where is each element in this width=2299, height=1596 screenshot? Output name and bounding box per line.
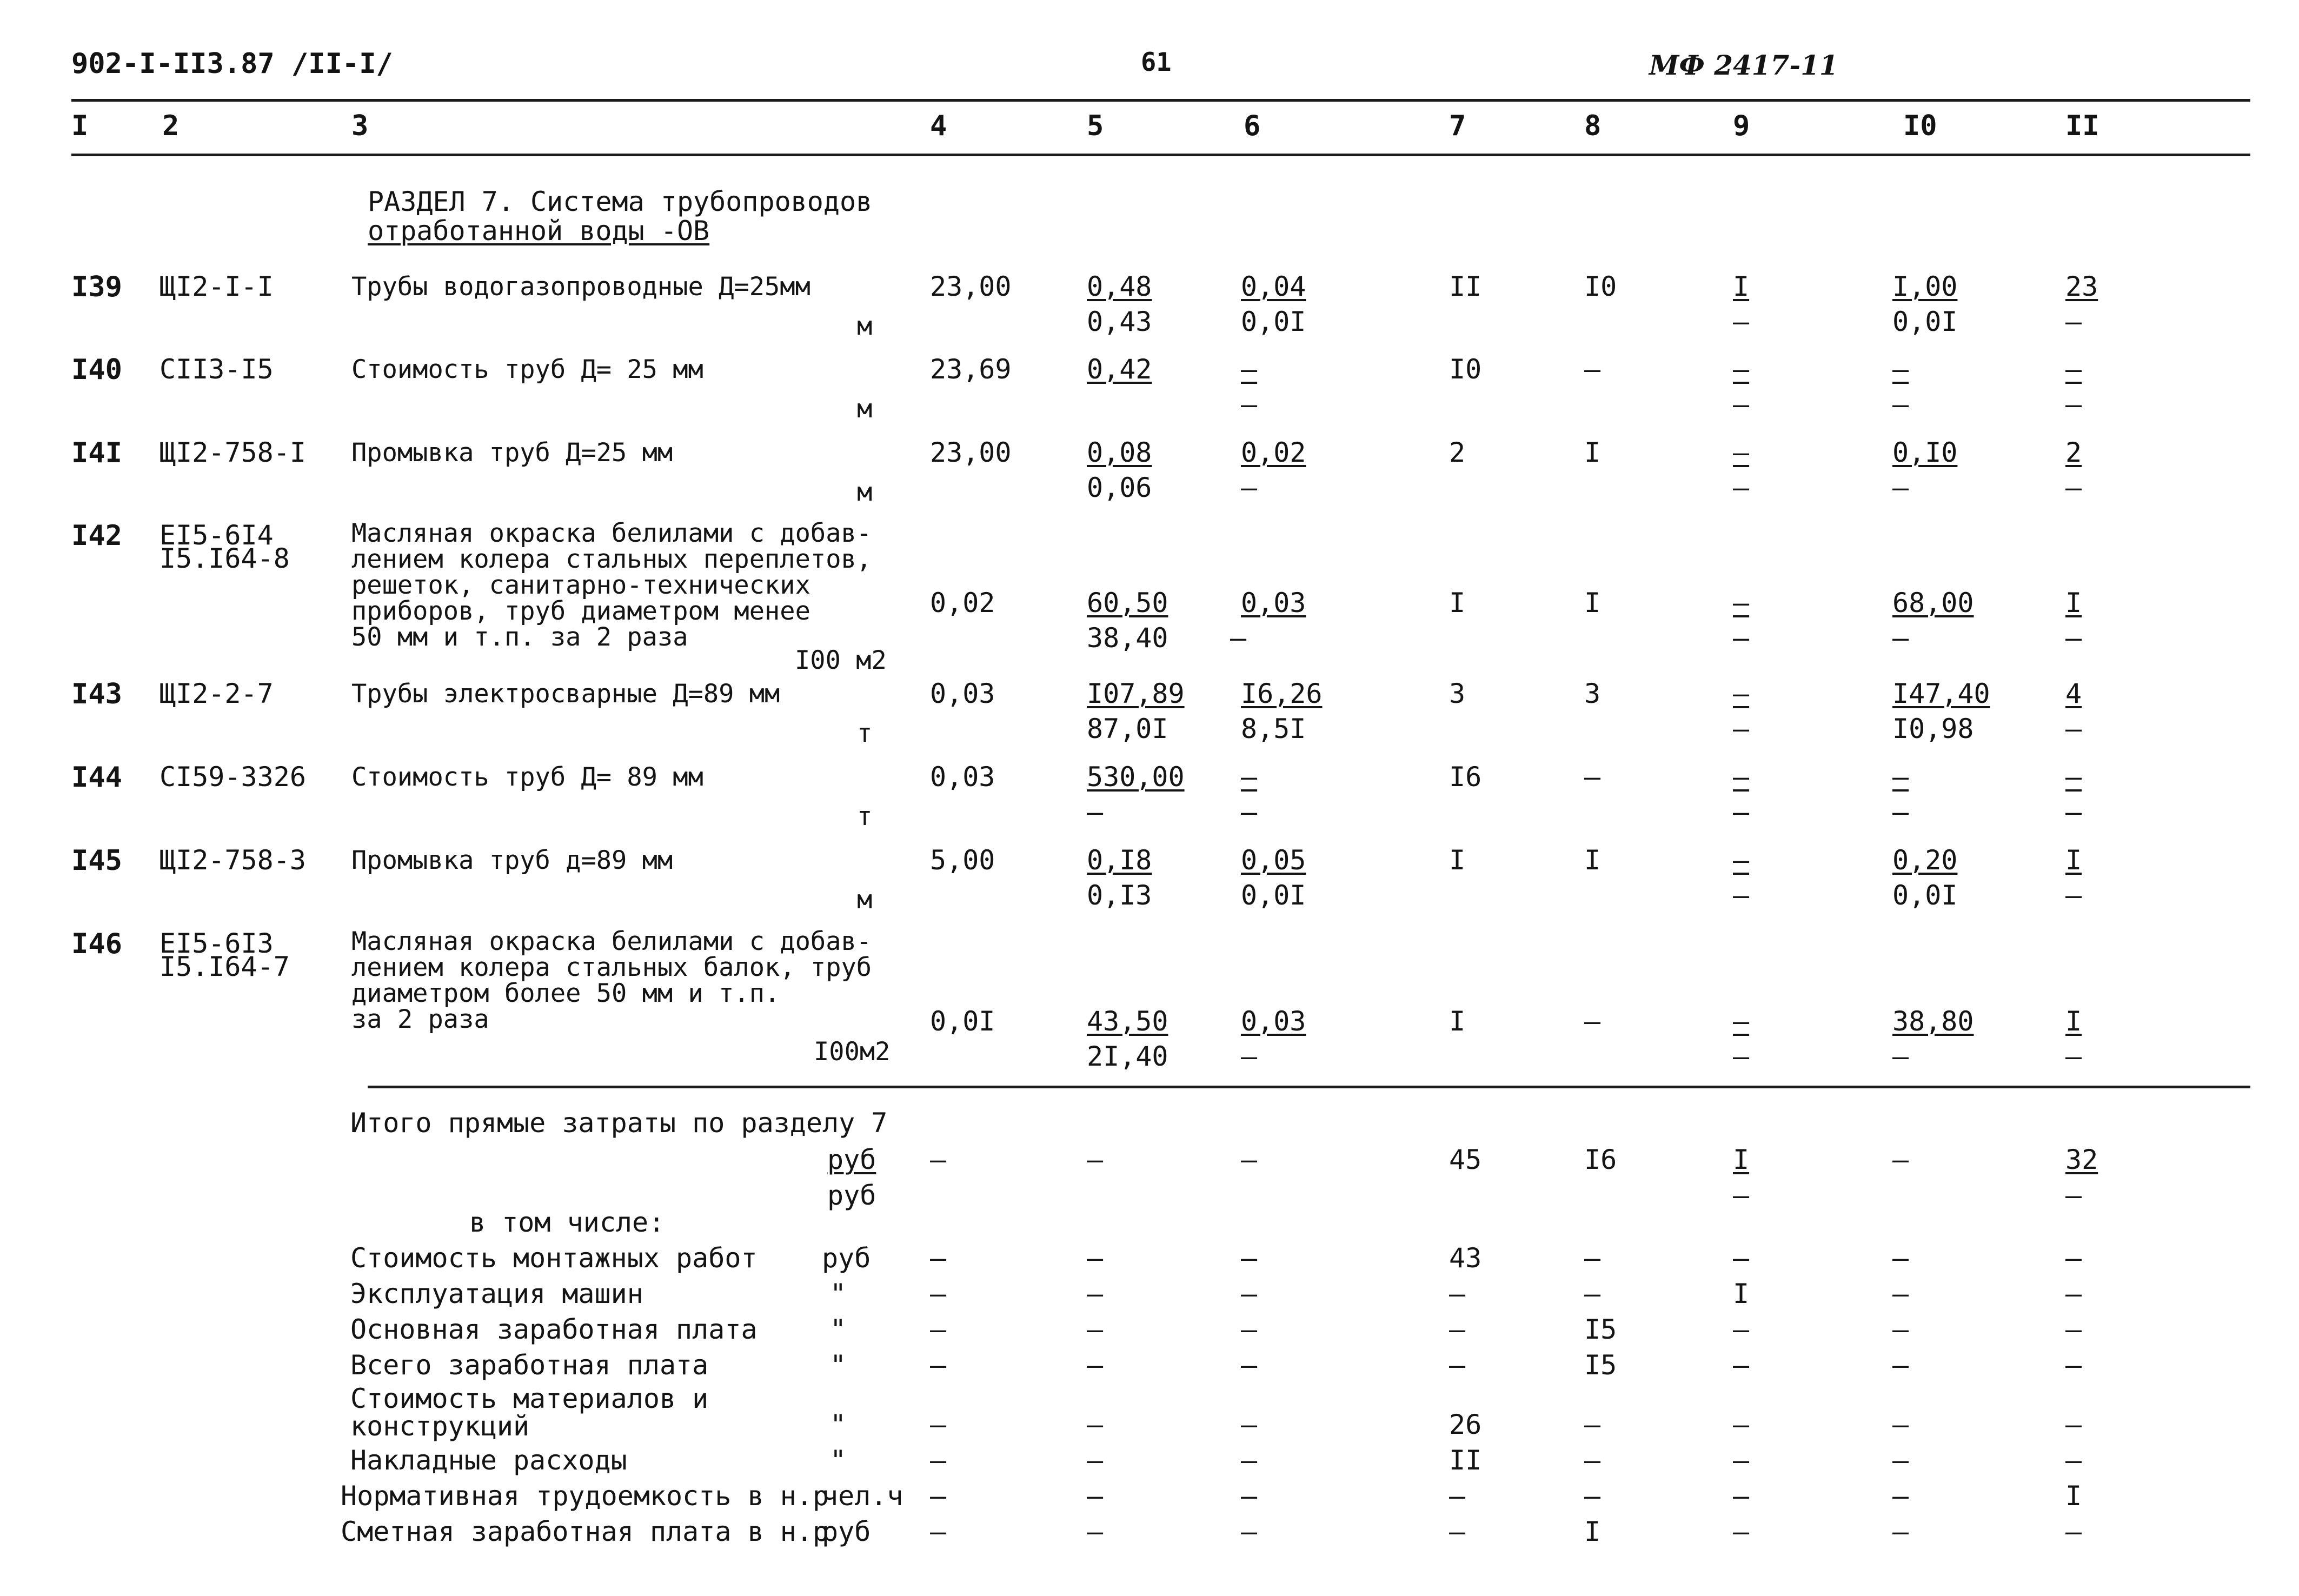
labour-norm: 0,I0 bbox=[1892, 437, 1958, 468]
machine-wage: – bbox=[1241, 1041, 1258, 1072]
unit-cost-total: 0,42 bbox=[1087, 354, 1152, 385]
totals-unit: руб bbox=[827, 1144, 876, 1175]
machine-total-wage: – bbox=[1733, 306, 1750, 337]
breakdown-c4: – bbox=[930, 1445, 947, 1476]
labour-total: – bbox=[2065, 761, 2082, 793]
row-number: I45 bbox=[71, 844, 122, 877]
col-header-10: I0 bbox=[1903, 110, 1937, 142]
labour-norm-machine: – bbox=[1892, 796, 1909, 828]
unit-cost-total: 0,I8 bbox=[1087, 844, 1152, 876]
labour-total-machine: – bbox=[2065, 306, 2082, 337]
unit: м bbox=[857, 311, 873, 341]
breakdown-c11: – bbox=[2065, 1409, 2082, 1440]
machine-cost: – bbox=[1241, 354, 1258, 385]
breakdown-c4: – bbox=[930, 1480, 947, 1512]
breakdown-c9: – bbox=[1733, 1445, 1750, 1476]
work-description: Стоимость труб Д= 25 мм bbox=[351, 355, 703, 384]
total-cost: I bbox=[1449, 1006, 1466, 1037]
breakdown-c9: – bbox=[1733, 1349, 1750, 1381]
machine-wage: – bbox=[1241, 796, 1258, 828]
breakdown-c4: – bbox=[930, 1516, 947, 1547]
breakdown-c11: – bbox=[2065, 1314, 2082, 1345]
unit-cost-total: 0,08 bbox=[1087, 437, 1152, 468]
breakdown-c7: – bbox=[1449, 1278, 1466, 1309]
row-number: I40 bbox=[71, 354, 122, 386]
unit: т bbox=[857, 719, 873, 748]
labour-norm-machine: 0,0I bbox=[1892, 306, 1958, 337]
machine-wage: 8,5I bbox=[1241, 713, 1306, 744]
work-description: Трубы водогазопроводные Д=25мм bbox=[351, 272, 810, 302]
breakdown-c8: – bbox=[1584, 1480, 1601, 1512]
row-number: I42 bbox=[71, 520, 122, 552]
wage-total: – bbox=[1584, 1006, 1601, 1037]
machine-total-wage: – bbox=[1733, 389, 1750, 420]
machine-cost: 0,02 bbox=[1241, 437, 1306, 468]
breakdown-c5: – bbox=[1087, 1242, 1104, 1274]
machine-cost: – bbox=[1241, 761, 1258, 793]
breakdown-c7: 43 bbox=[1449, 1242, 1482, 1274]
totals-unit-secondary: руб bbox=[827, 1180, 876, 1211]
breakdown-c10: – bbox=[1892, 1409, 1909, 1440]
breakdown-c6: – bbox=[1241, 1480, 1258, 1512]
norm-code: ЩI2-758-I bbox=[160, 437, 306, 468]
unit: т bbox=[857, 802, 873, 832]
work-description: Стоимость труб Д= 89 мм bbox=[351, 762, 703, 792]
breakdown-c7: – bbox=[1449, 1480, 1466, 1512]
breakdown-c11: – bbox=[2065, 1349, 2082, 1381]
header-top-rule bbox=[71, 99, 2250, 102]
breakdown-unit: руб bbox=[822, 1242, 871, 1274]
wage-total: I bbox=[1584, 587, 1601, 619]
totals-c7: 45 bbox=[1449, 1144, 1482, 1175]
breakdown-c9: – bbox=[1733, 1480, 1750, 1512]
machine-total: – bbox=[1733, 761, 1750, 793]
total-cost: I6 bbox=[1449, 761, 1482, 793]
breakdown-label: Основная заработная плата bbox=[350, 1314, 758, 1345]
total-cost: I0 bbox=[1449, 354, 1482, 385]
labour-total-machine: – bbox=[2065, 796, 2082, 828]
row-number: I46 bbox=[71, 928, 122, 960]
quantity: 5,00 bbox=[930, 844, 995, 876]
breakdown-c5: – bbox=[1087, 1314, 1104, 1345]
breakdown-unit: " bbox=[830, 1349, 847, 1381]
unit-cost-wage: 0,06 bbox=[1087, 472, 1152, 503]
labour-total: I bbox=[2065, 844, 2082, 876]
totals-c11-secondary: – bbox=[2065, 1180, 2082, 1211]
work-description: Трубы электросварные Д=89 мм bbox=[351, 679, 780, 709]
unit-cost-wage: 87,0I bbox=[1087, 713, 1168, 744]
quantity: 0,03 bbox=[930, 761, 995, 793]
labour-norm-machine: 0,0I bbox=[1892, 880, 1958, 911]
document-code: 902-I-II3.87 /II-I/ bbox=[71, 48, 393, 80]
labour-norm: I,00 bbox=[1892, 271, 1958, 302]
labour-total: – bbox=[2065, 354, 2082, 385]
breakdown-c5: – bbox=[1087, 1480, 1104, 1512]
totals-c9-secondary: – bbox=[1733, 1180, 1750, 1211]
breakdown-c7: – bbox=[1449, 1314, 1466, 1345]
breakdown-label: Эксплуатация машин bbox=[350, 1278, 643, 1309]
labour-total-machine: – bbox=[2065, 1041, 2082, 1072]
col-header-9: 9 bbox=[1733, 110, 1750, 142]
norm-code: EI5-6I4 bbox=[160, 520, 274, 551]
breakdown-label: Стоимость монтажных работ bbox=[350, 1242, 758, 1274]
breakdown-c10: – bbox=[1892, 1349, 1909, 1381]
labour-total-machine: – bbox=[2065, 880, 2082, 911]
breakdown-c4: – bbox=[930, 1242, 947, 1274]
machine-wage: 0,0I bbox=[1241, 306, 1306, 337]
col-header-3: 3 bbox=[351, 110, 369, 142]
breakdown-unit: руб bbox=[822, 1516, 871, 1547]
machine-total-wage: – bbox=[1733, 880, 1750, 911]
labour-total: I bbox=[2065, 587, 2082, 619]
labour-total-machine: – bbox=[2065, 713, 2082, 744]
breakdown-c8: – bbox=[1584, 1278, 1601, 1309]
unit-cost-wage: 2I,40 bbox=[1087, 1041, 1168, 1072]
breakdown-c6: – bbox=[1241, 1409, 1258, 1440]
labour-norm: 68,00 bbox=[1892, 587, 1974, 619]
machine-wage: – bbox=[1241, 472, 1258, 503]
col-header-4: 4 bbox=[930, 110, 947, 142]
total-cost: II bbox=[1449, 271, 1482, 302]
col-header-2: 2 bbox=[162, 110, 180, 142]
breakdown-c9: – bbox=[1733, 1242, 1750, 1274]
handwritten-stamp: МФ 2417-11 bbox=[1649, 49, 1838, 81]
total-cost: 3 bbox=[1449, 678, 1466, 709]
breakdown-c6: – bbox=[1241, 1242, 1258, 1274]
unit-cost-wage: 0,I3 bbox=[1087, 880, 1152, 911]
unit-cost-total: 530,00 bbox=[1087, 761, 1185, 793]
machine-total: – bbox=[1733, 437, 1750, 468]
wage-total: 3 bbox=[1584, 678, 1601, 709]
wage-total: – bbox=[1584, 761, 1601, 793]
machine-total-wage: – bbox=[1733, 1041, 1750, 1072]
wage-total: I bbox=[1584, 437, 1601, 468]
machine-wage: – bbox=[1241, 389, 1258, 420]
breakdown-c11: I bbox=[2065, 1480, 2082, 1512]
quantity: 0,02 bbox=[930, 587, 995, 619]
breakdown-c7: – bbox=[1449, 1349, 1466, 1381]
header-bottom-rule bbox=[71, 154, 2250, 156]
machine-wage: 0,0I bbox=[1241, 880, 1306, 911]
labour-norm-machine: – bbox=[1892, 1041, 1909, 1072]
labour-norm: 38,80 bbox=[1892, 1006, 1974, 1037]
labour-total: 2 bbox=[2065, 437, 2082, 468]
breakdown-unit: " bbox=[830, 1445, 847, 1476]
breakdown-c4: – bbox=[930, 1409, 947, 1440]
total-cost: 2 bbox=[1449, 437, 1466, 468]
breakdown-c10: – bbox=[1892, 1480, 1909, 1512]
breakdown-c11: – bbox=[2065, 1445, 2082, 1476]
labour-norm: – bbox=[1892, 354, 1909, 385]
breakdown-c9: – bbox=[1733, 1516, 1750, 1547]
breakdown-c8: I5 bbox=[1584, 1314, 1617, 1345]
labour-total: 4 bbox=[2065, 678, 2082, 709]
breakdown-c8: I5 bbox=[1584, 1349, 1617, 1381]
col-header-7: 7 bbox=[1449, 110, 1466, 142]
breakdown-unit: " bbox=[830, 1409, 847, 1440]
breakdown-unit: " bbox=[830, 1314, 847, 1345]
unit: I00 м2 bbox=[795, 646, 887, 675]
unit-cost-total: 0,48 bbox=[1087, 271, 1152, 302]
quantity: 23,00 bbox=[930, 437, 1012, 468]
wage-total: I0 bbox=[1584, 271, 1617, 302]
total-cost: I bbox=[1449, 587, 1466, 619]
breakdown-c7: 26 bbox=[1449, 1409, 1482, 1440]
labour-norm-machine: – bbox=[1892, 389, 1909, 420]
machine-cost: 0,03 bbox=[1241, 1006, 1306, 1037]
machine-total: – bbox=[1733, 1006, 1750, 1037]
totals-c11: 32 bbox=[2065, 1144, 2098, 1175]
row-number: I39 bbox=[71, 271, 122, 303]
totals-label: Итого прямые затраты по разделу 7 bbox=[350, 1107, 888, 1139]
unit: м bbox=[857, 885, 873, 915]
breakdown-c10: – bbox=[1892, 1314, 1909, 1345]
machine-cost: 0,04 bbox=[1241, 271, 1306, 302]
unit-cost-total: 60,50 bbox=[1087, 587, 1168, 619]
labour-norm: 0,20 bbox=[1892, 844, 1958, 876]
labour-norm: I47,40 bbox=[1892, 678, 1990, 709]
col-header-6: 6 bbox=[1244, 110, 1261, 142]
including-label: в том числе: bbox=[469, 1207, 665, 1238]
norm-code: CII3-I5 bbox=[160, 354, 274, 385]
breakdown-c11: – bbox=[2065, 1242, 2082, 1274]
machine-total: I bbox=[1733, 271, 1750, 302]
breakdown-c6: – bbox=[1241, 1516, 1258, 1547]
norm-code: CI59-3326 bbox=[160, 761, 306, 793]
breakdown-c4: – bbox=[930, 1314, 947, 1345]
breakdown-c6: – bbox=[1241, 1445, 1258, 1476]
breakdown-c5: – bbox=[1087, 1349, 1104, 1381]
quantity: 0,0I bbox=[930, 1006, 995, 1037]
machine-total-wage: – bbox=[1733, 622, 1750, 654]
machine-cost: 0,03 bbox=[1241, 587, 1306, 619]
quantity: 0,03 bbox=[930, 678, 995, 709]
quantity: 23,00 bbox=[930, 271, 1012, 302]
breakdown-label: Сметная заработная плата в н.р bbox=[341, 1516, 829, 1547]
breakdown-c6: – bbox=[1241, 1278, 1258, 1309]
labour-norm: – bbox=[1892, 761, 1909, 793]
unit-cost-wage: 38,40 bbox=[1087, 622, 1168, 654]
machine-total: – bbox=[1733, 587, 1750, 619]
unit-cost-total: 43,50 bbox=[1087, 1006, 1168, 1037]
unit-cost-wage: 0,43 bbox=[1087, 306, 1152, 337]
breakdown-c6: – bbox=[1241, 1314, 1258, 1345]
breakdown-c5: – bbox=[1087, 1516, 1104, 1547]
breakdown-c7: II bbox=[1449, 1445, 1482, 1476]
norm-code: ЩI2-758-3 bbox=[160, 844, 306, 876]
labour-norm-machine: – bbox=[1892, 622, 1909, 654]
col-header-5: 5 bbox=[1087, 110, 1104, 142]
breakdown-unit: чел.ч bbox=[822, 1480, 903, 1512]
totals-c9: I bbox=[1733, 1144, 1750, 1175]
row-number: I43 bbox=[71, 678, 122, 710]
breakdown-c6: – bbox=[1241, 1349, 1258, 1381]
quantity: 23,69 bbox=[930, 354, 1012, 385]
machine-total-wage: – bbox=[1733, 796, 1750, 828]
breakdown-c9: I bbox=[1733, 1278, 1750, 1309]
norm-code: EI5-6I3 bbox=[160, 928, 274, 959]
labour-total-machine: – bbox=[2065, 622, 2082, 654]
norm-code: ЩI2-2-7 bbox=[160, 678, 274, 709]
breakdown-c10: – bbox=[1892, 1516, 1909, 1547]
totals-rule bbox=[368, 1086, 2250, 1088]
labour-total-machine: – bbox=[2065, 389, 2082, 420]
total-cost: I bbox=[1449, 844, 1466, 876]
machine-wage: – bbox=[1230, 622, 1247, 654]
norm-code-secondary: I5.I64-8 bbox=[160, 543, 290, 574]
work-description: Промывка труб Д=25 мм bbox=[351, 438, 673, 468]
section-title: РАЗДЕЛ 7. Система трубопроводов bbox=[368, 186, 873, 217]
col-header-1: I bbox=[71, 110, 89, 142]
machine-total: – bbox=[1733, 354, 1750, 385]
work-description: Масляная окраска белилами с добав- лением колера стальных балок, труб диаметром более 50 мм и т.п. за 2 раза bbox=[351, 927, 872, 1034]
machine-total-wage: – bbox=[1733, 472, 1750, 503]
unit-cost-wage: – bbox=[1087, 796, 1104, 828]
section-subtitle: отработанной воды -ОВ bbox=[368, 215, 710, 247]
breakdown-c10: – bbox=[1892, 1278, 1909, 1309]
breakdown-c4: – bbox=[930, 1278, 947, 1309]
labour-total: I bbox=[2065, 1006, 2082, 1037]
labour-total-machine: – bbox=[2065, 472, 2082, 503]
labour-norm-machine: I0,98 bbox=[1892, 713, 1974, 744]
breakdown-c5: – bbox=[1087, 1409, 1104, 1440]
labour-norm-machine: – bbox=[1892, 472, 1909, 503]
row-number: I4I bbox=[71, 437, 122, 469]
breakdown-c10: – bbox=[1892, 1242, 1909, 1274]
norm-code: ЩI2-I-I bbox=[160, 271, 274, 302]
machine-total: – bbox=[1733, 844, 1750, 876]
unit: м bbox=[857, 394, 873, 424]
labour-total: 23 bbox=[2065, 271, 2098, 302]
machine-cost: I6,26 bbox=[1241, 678, 1323, 709]
breakdown-c4: – bbox=[930, 1349, 947, 1381]
breakdown-c8: – bbox=[1584, 1445, 1601, 1476]
breakdown-label: Стоимость материалов и конструкций bbox=[350, 1383, 709, 1442]
col-header-11: II bbox=[2065, 110, 2099, 142]
unit: м bbox=[857, 477, 873, 507]
breakdown-c5: – bbox=[1087, 1445, 1104, 1476]
breakdown-label: Нормативная трудоемкость в н.р bbox=[341, 1480, 829, 1512]
breakdown-c11: – bbox=[2065, 1278, 2082, 1309]
col-header-8: 8 bbox=[1584, 110, 1602, 142]
page-number: 61 bbox=[1141, 48, 1172, 77]
row-number: I44 bbox=[71, 761, 122, 794]
machine-total-wage: – bbox=[1733, 713, 1750, 744]
breakdown-c8: – bbox=[1584, 1409, 1601, 1440]
machine-total: – bbox=[1733, 678, 1750, 709]
breakdown-c8: I bbox=[1584, 1516, 1601, 1547]
work-description: Промывка труб д=89 мм bbox=[351, 846, 673, 875]
breakdown-c9: – bbox=[1733, 1409, 1750, 1440]
breakdown-label: Накладные расходы bbox=[350, 1445, 627, 1476]
wage-total: – bbox=[1584, 354, 1601, 385]
unit-cost-total: I07,89 bbox=[1087, 678, 1185, 709]
unit: I00м2 bbox=[814, 1037, 891, 1067]
breakdown-label: Всего заработная плата bbox=[350, 1349, 709, 1381]
breakdown-c10: – bbox=[1892, 1445, 1909, 1476]
breakdown-c5: – bbox=[1087, 1278, 1104, 1309]
machine-cost: 0,05 bbox=[1241, 844, 1306, 876]
totals-c8: I6 bbox=[1584, 1144, 1617, 1175]
totals-c10: – bbox=[1892, 1144, 1909, 1175]
breakdown-c8: – bbox=[1584, 1242, 1601, 1274]
norm-code-secondary: I5.I64-7 bbox=[160, 951, 290, 982]
breakdown-c9: – bbox=[1733, 1314, 1750, 1345]
breakdown-unit: " bbox=[830, 1278, 847, 1309]
breakdown-c7: – bbox=[1449, 1516, 1466, 1547]
totals-c5: – bbox=[1087, 1144, 1104, 1175]
totals-c6: – bbox=[1241, 1144, 1258, 1175]
wage-total: I bbox=[1584, 844, 1601, 876]
work-description: Масляная окраска белилами с добав- лением колера стальных переплетов, решеток, санитарно-технических приборов, труб диаметром менее 50 мм и т.п. за 2 раза bbox=[351, 518, 872, 652]
totals-c4: – bbox=[930, 1144, 947, 1175]
breakdown-c11: – bbox=[2065, 1516, 2082, 1547]
